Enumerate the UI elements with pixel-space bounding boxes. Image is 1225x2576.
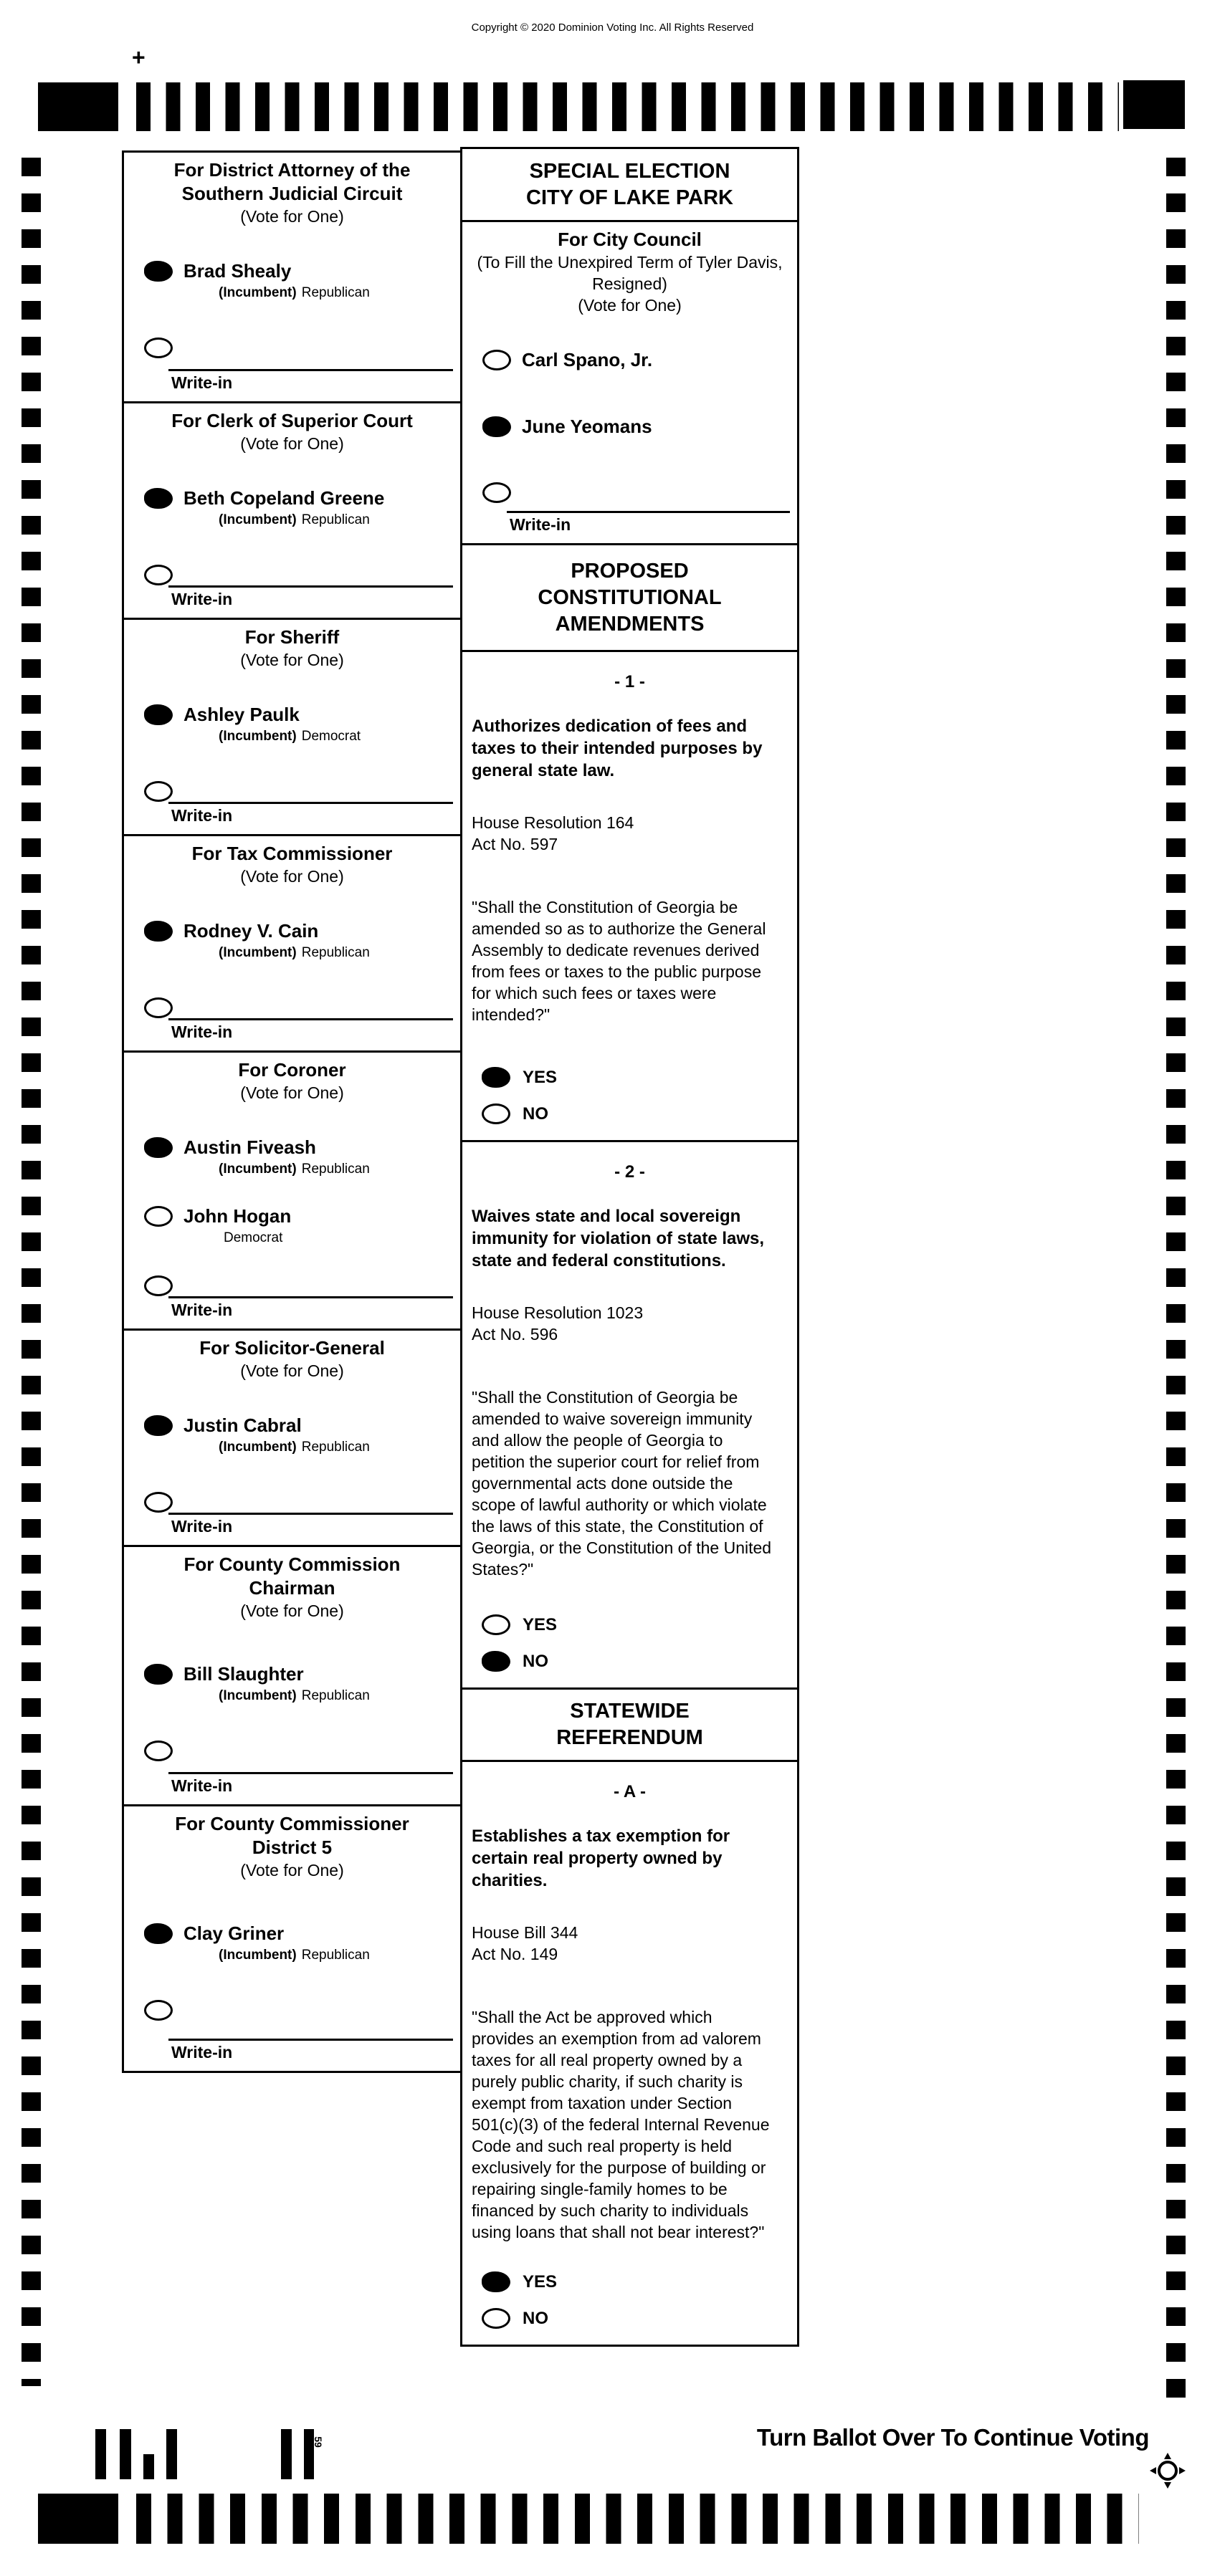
vote-oval[interactable] xyxy=(482,1651,510,1672)
vote-oval[interactable] xyxy=(482,2308,510,2329)
contest-title: For County Commission xyxy=(183,1553,401,1575)
timing-mark-block-bottom-left xyxy=(38,2494,118,2544)
candidate-option xyxy=(144,487,453,529)
no-option xyxy=(482,2308,797,2329)
candidate-option xyxy=(482,349,790,371)
vote-oval[interactable] xyxy=(144,1137,173,1158)
vote-oval[interactable] xyxy=(144,1923,173,1944)
candidate-option xyxy=(144,1414,453,1456)
registration-target-icon xyxy=(1149,2452,1186,2493)
measure-amendment-1 xyxy=(462,652,797,1142)
vote-oval[interactable] xyxy=(482,350,511,370)
vote-instruction: (Vote for One) xyxy=(240,434,344,453)
yes-label: YES xyxy=(523,1067,558,1087)
write-in-option xyxy=(144,781,453,802)
contest-clerk-superior-court xyxy=(124,403,460,620)
timing-mark-column-right xyxy=(1166,158,1186,2408)
candidate-option xyxy=(144,920,453,962)
write-in-area[interactable]: Write-in xyxy=(168,1772,453,1801)
write-in-option xyxy=(144,565,453,585)
write-in-option xyxy=(144,1741,453,1761)
special-election-header xyxy=(462,149,797,222)
vote-oval[interactable] xyxy=(144,997,173,1018)
contest-title: For City Council xyxy=(558,229,702,250)
timing-mark-column-left xyxy=(22,158,41,2386)
contest-title: For Sheriff xyxy=(244,626,340,648)
no-label: NO xyxy=(523,1103,548,1124)
contest-title: Southern Judicial Circuit xyxy=(181,183,403,204)
vote-instruction: (Vote for One) xyxy=(240,1601,344,1620)
party-label: Republican xyxy=(301,512,370,527)
write-in-option xyxy=(144,997,453,1018)
incumbent-label: (Incumbent) xyxy=(219,729,297,744)
measure-number: - 1 - xyxy=(614,672,645,691)
contest-county-commissioner-district-5 xyxy=(124,1806,460,2071)
candidate-name: Brad Shealy xyxy=(183,260,292,282)
write-in-option xyxy=(144,2000,453,2021)
header-line: STATEWIDE xyxy=(570,1700,690,1723)
contest-title: For Clerk of Superior Court xyxy=(171,410,413,431)
registration-plus-mark: + xyxy=(132,44,146,70)
contest-title: Chairman xyxy=(249,1577,335,1599)
incumbent-label: (Incumbent) xyxy=(219,512,297,527)
party-label: Republican xyxy=(301,285,370,300)
write-in-area[interactable]: Write-in xyxy=(168,369,453,398)
vote-instruction: (Vote for One) xyxy=(240,207,344,226)
write-in-option xyxy=(482,482,790,503)
contest-city-council xyxy=(462,222,797,545)
candidate-name: Justin Cabral xyxy=(183,1414,302,1436)
turn-ballot-over-text: Turn Ballot Over To Continue Voting xyxy=(756,2424,1149,2451)
contest-district-attorney xyxy=(124,153,460,403)
vote-oval[interactable] xyxy=(482,1614,510,1635)
header-line: CONSTITUTIONAL xyxy=(538,585,722,609)
contest-title: For District Attorney of the xyxy=(173,159,411,181)
candidate-name: Rodney V. Cain xyxy=(183,920,319,942)
header-line: CITY OF LAKE PARK xyxy=(526,186,733,209)
vote-oval[interactable] xyxy=(144,261,173,282)
candidate-option xyxy=(144,1923,453,1964)
candidate-name: Carl Spano, Jr. xyxy=(522,349,653,370)
write-in-area[interactable]: Write-in xyxy=(168,585,453,615)
write-in-area[interactable]: Write-in xyxy=(507,511,790,540)
yes-option xyxy=(482,2271,797,2292)
vote-oval[interactable] xyxy=(482,416,511,437)
incumbent-label: (Incumbent) xyxy=(219,1440,297,1455)
yes-option xyxy=(482,1067,797,1088)
contest-title: For Coroner xyxy=(238,1059,346,1081)
candidate-option xyxy=(482,416,790,438)
candidate-name: Austin Fiveash xyxy=(183,1136,316,1158)
timing-mark-row-top xyxy=(136,82,1119,131)
no-option xyxy=(482,1651,797,1672)
vote-instruction: (Vote for One) xyxy=(240,867,344,886)
contest-coroner xyxy=(124,1053,460,1331)
measure-question: "Shall the Act be approved which provides an exemption from ad valorem taxes for all real property owned by a purely public charity, if such charity is exempt from taxation under Section 501(c)(3) of the federal Internal Revenue Code and such real property is held exclusively for the purpose of building or repairing single-family homes to be financed by such charity to individuals using loans that shall not bear interest?" xyxy=(472,2008,770,2241)
header-line: SPECIAL ELECTION xyxy=(529,159,730,183)
measure-reference: House Resolution 164 Act No. 597 xyxy=(472,813,634,853)
yes-label: YES xyxy=(523,2271,558,2292)
contest-title: For Tax Commissioner xyxy=(191,843,393,864)
write-in-area[interactable]: Write-in xyxy=(168,1513,453,1542)
contest-title: District 5 xyxy=(252,1837,333,1858)
no-label: NO xyxy=(523,1651,548,1671)
party-label: Republican xyxy=(301,1440,370,1455)
vote-oval[interactable] xyxy=(144,1206,173,1227)
candidate-name: June Yeomans xyxy=(522,416,652,437)
vote-instruction: (Vote for One) xyxy=(240,1083,344,1102)
measure-summary: Waives state and local sovereign immunity for violation of state laws, state and federal constitutions. xyxy=(472,1207,765,1270)
write-in-area[interactable]: Write-in xyxy=(168,1296,453,1326)
write-in-option xyxy=(144,337,453,358)
contest-column-right xyxy=(460,147,799,2347)
contest-title: For County Commissioner xyxy=(175,1813,409,1834)
header-line: AMENDMENTS xyxy=(555,612,705,636)
incumbent-label: (Incumbent) xyxy=(219,285,297,300)
measure-number: - A - xyxy=(614,1782,646,1801)
contest-subtitle: (To Fill the Unexpired Term of Tyler Davis, xyxy=(477,253,783,272)
candidate-name: Beth Copeland Greene xyxy=(183,487,385,509)
vote-oval[interactable] xyxy=(482,1067,510,1088)
candidate-name: Bill Slaughter xyxy=(183,1663,304,1685)
vote-instruction: (Vote for One) xyxy=(240,1861,344,1880)
write-in-area[interactable]: Write-in xyxy=(168,2039,453,2068)
measure-reference: House Resolution 1023 Act No. 596 xyxy=(472,1303,644,1344)
vote-oval[interactable] xyxy=(144,2000,173,2021)
incumbent-label: (Incumbent) xyxy=(219,1162,297,1177)
vote-oval[interactable] xyxy=(482,482,511,503)
vote-oval[interactable] xyxy=(144,1492,173,1513)
measure-amendment-2 xyxy=(462,1142,797,1690)
candidate-name: John Hogan xyxy=(183,1205,292,1227)
vote-oval[interactable] xyxy=(144,1664,173,1685)
party-label: Democrat xyxy=(224,1230,283,1245)
yes-option xyxy=(482,1614,797,1635)
write-in-area[interactable]: Write-in xyxy=(168,802,453,831)
candidate-option xyxy=(144,1136,453,1178)
contest-title: For Solicitor-General xyxy=(199,1337,385,1359)
vote-instruction: (Vote for One) xyxy=(240,1361,344,1380)
sheet-number: 59 xyxy=(312,2436,324,2448)
vote-oval[interactable] xyxy=(144,704,173,725)
vote-oval[interactable] xyxy=(144,781,173,802)
vote-instruction: (Vote for One) xyxy=(578,296,682,315)
candidate-option xyxy=(144,1663,453,1705)
contest-subtitle: Resigned) xyxy=(592,274,667,293)
party-label: Republican xyxy=(301,1162,370,1177)
incumbent-label: (Incumbent) xyxy=(219,945,297,960)
vote-oval[interactable] xyxy=(144,921,173,942)
no-label: NO xyxy=(523,2308,548,2328)
statewide-referendum-header xyxy=(462,1690,797,1762)
contest-sheriff xyxy=(124,620,460,836)
party-label: Republican xyxy=(301,945,370,960)
measure-number: - 2 - xyxy=(614,1162,645,1182)
candidate-option xyxy=(144,704,453,745)
measure-summary: Establishes a tax exemption for certain real property owned by charities. xyxy=(472,1826,730,1890)
write-in-area[interactable]: Write-in xyxy=(168,1018,453,1048)
measure-referendum-a xyxy=(462,1762,797,2345)
candidate-option xyxy=(144,1205,453,1247)
candidate-option xyxy=(144,260,453,302)
constitutional-amendments-header xyxy=(462,545,797,652)
incumbent-label: (Incumbent) xyxy=(219,1948,297,1963)
measure-summary: Authorizes dedication of fees and taxes to their intended purposes by general state law. xyxy=(472,717,763,780)
contest-tax-commissioner xyxy=(124,836,460,1053)
party-label: Republican xyxy=(301,1948,370,1963)
measure-question: "Shall the Constitution of Georgia be amended so as to authorize the General Assembly to dedicate revenues derived from fees or taxes to the public purpose for which such fees or taxes were intended?" xyxy=(472,898,766,1024)
timing-mark-block-top-left xyxy=(38,82,118,131)
vote-oval[interactable] xyxy=(144,1275,173,1296)
vote-instruction: (Vote for One) xyxy=(240,651,344,669)
vote-oval[interactable] xyxy=(144,565,173,585)
candidate-name: Clay Griner xyxy=(183,1923,285,1944)
header-line: REFERENDUM xyxy=(556,1726,703,1749)
vote-oval[interactable] xyxy=(482,1103,510,1124)
measure-reference: House Bill 344 Act No. 149 xyxy=(472,1923,578,1963)
yes-label: YES xyxy=(523,1614,558,1634)
no-option xyxy=(482,1103,797,1124)
contest-column-left xyxy=(122,150,462,2073)
candidate-name: Ashley Paulk xyxy=(183,704,300,725)
copyright-line: Copyright © 2020 Dominion Voting Inc. All Rights Reserved xyxy=(471,21,754,34)
vote-oval[interactable] xyxy=(144,488,173,509)
write-in-option xyxy=(144,1275,453,1296)
incumbent-label: (Incumbent) xyxy=(219,1688,297,1703)
vote-oval[interactable] xyxy=(144,337,173,358)
party-label: Democrat xyxy=(301,729,361,744)
measure-question: "Shall the Constitution of Georgia be amended to waive sovereign immunity and allow the people of Georgia to petition the superior court for relief from governmental acts done outside the scope of lawful authority or which violate the laws of this state, the Constitution of Georgia, or the Constitution of the United States?" xyxy=(472,1388,772,1579)
vote-oval[interactable] xyxy=(482,2271,510,2292)
vote-oval[interactable] xyxy=(144,1415,173,1436)
header-line: PROPOSED xyxy=(571,559,689,583)
timing-mark-row-bottom xyxy=(136,2494,1139,2544)
write-in-option xyxy=(144,1492,453,1513)
timing-mark-block-top-right xyxy=(1123,80,1185,129)
party-label: Republican xyxy=(301,1688,370,1703)
contest-county-commission-chairman xyxy=(124,1547,460,1806)
vote-oval[interactable] xyxy=(144,1741,173,1761)
contest-solicitor-general xyxy=(124,1331,460,1547)
